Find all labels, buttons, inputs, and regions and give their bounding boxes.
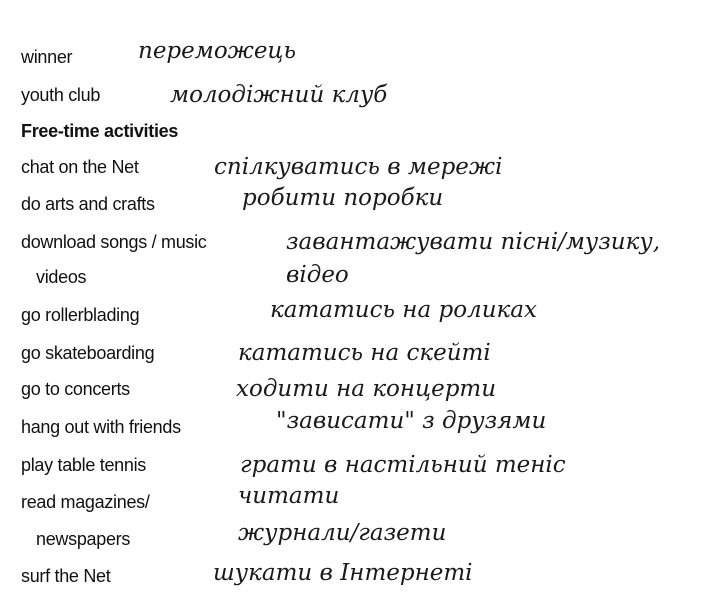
term-arts-and-crafts: do arts and crafts xyxy=(21,194,155,214)
section-heading-free-time: Free-time activities xyxy=(21,121,179,141)
term-concerts: go to concerts xyxy=(21,379,130,399)
translation-read: читати xyxy=(238,483,340,509)
translation-youth-club: молодіжний клуб xyxy=(170,82,388,108)
translation-hang-out: "зависати" з друзями xyxy=(276,408,547,434)
translation-table-tennis: грати в настільний теніс xyxy=(240,452,566,478)
term-youth-club: youth club xyxy=(21,85,101,105)
translation-skateboarding: кататись на скейті xyxy=(238,340,491,366)
term-newspapers: newspapers xyxy=(36,529,131,549)
term-winner: winner xyxy=(21,47,73,67)
term-hang-out: hang out with friends xyxy=(21,417,181,437)
translation-arts-and-crafts: робити поробки xyxy=(242,185,444,211)
translation-rollerblading: кататись на роликах xyxy=(270,297,537,323)
term-download-songs: download songs / music xyxy=(21,232,207,252)
translation-videos: відео xyxy=(286,262,349,288)
term-chat-on-the-net: chat on the Net xyxy=(21,157,139,177)
translation-surf-the-net: шукати в Інтернеті xyxy=(213,560,473,586)
term-table-tennis: play table tennis xyxy=(21,455,146,475)
translation-concerts: ходити на концерти xyxy=(236,376,497,402)
term-read-magazines: read magazines/ xyxy=(21,492,150,512)
term-rollerblading: go rollerblading xyxy=(21,305,140,325)
translation-download-songs: завантажувати пісні/музику, xyxy=(286,229,661,255)
translation-winner: переможець xyxy=(138,38,297,64)
translation-newspapers: журнали/газети xyxy=(238,520,447,546)
term-videos: videos xyxy=(36,267,87,287)
term-surf-the-net: surf the Net xyxy=(21,566,111,586)
term-skateboarding: go skateboarding xyxy=(21,343,155,363)
translation-chat-on-the-net: спілкуватись в мережі xyxy=(214,154,503,180)
